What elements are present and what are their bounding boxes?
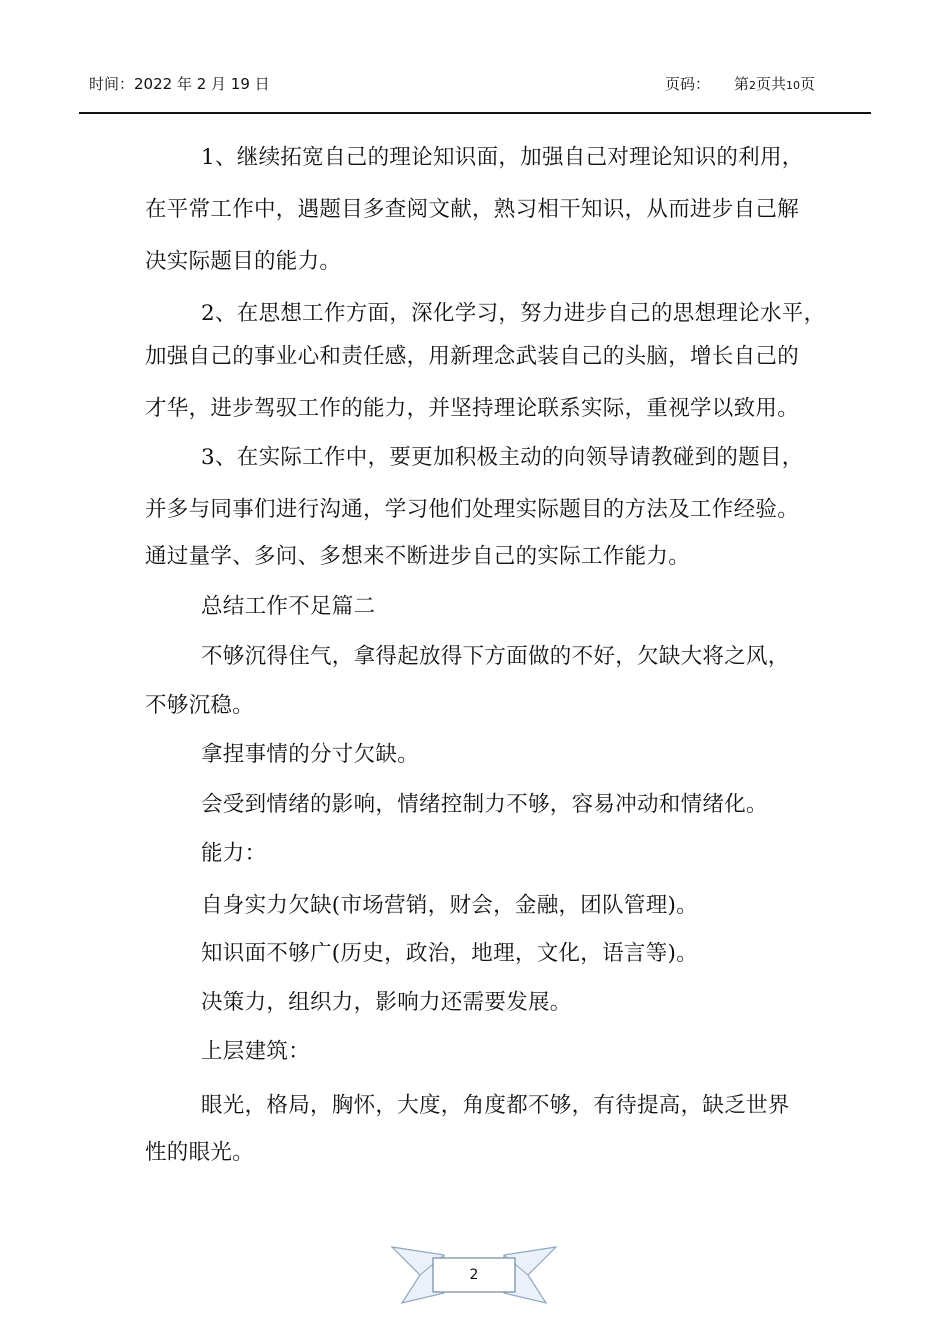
- body-line-16: 自身实力欠缺(市场营销，财会，金融，团队管理)。: [201, 893, 698, 918]
- body-line-3: 决实际题目的能力。: [145, 249, 342, 274]
- body-line-2: 在平常工作中，遇题目多查阅文献，熟习相干知识，从而进步自己解: [145, 197, 800, 222]
- header-page-prefix: 第: [734, 75, 750, 93]
- body-line-7: 3、在实际工作中，要更加积极主动的向领导请教碰到的题目，: [201, 445, 804, 470]
- body-line-14: 会受到情绪的影响，情绪控制力不够，容易冲动和情绪化。: [201, 792, 768, 817]
- body-line-21: 性的眼光。: [145, 1140, 255, 1165]
- header-divider: [79, 112, 871, 114]
- header-page-label: 页码：: [665, 75, 711, 93]
- section-heading: 总结工作不足篇二: [201, 594, 376, 619]
- body-line-20: 眼光，格局，胸怀，大度，角度都不够，有待提高，缺乏世界: [201, 1093, 790, 1118]
- body-line-9: 通过量学、多问、多想来不断进步自己的实际工作能力。: [145, 544, 691, 569]
- body-line-18: 决策力，组织力，影响力还需要发展。: [201, 990, 572, 1015]
- body-line-6: 才华，进步驾驭工作的能力，并坚持理论联系实际，重视学以致用。: [145, 396, 800, 421]
- body-line-19: 上层建筑：: [201, 1039, 311, 1064]
- body-line-8: 并多与同事们进行沟通，学习他们处理实际题目的方法及工作经验。: [145, 497, 800, 522]
- header-date: 时间：2022 年 2 月 19 日: [89, 75, 270, 93]
- body-line-17: 知识面不够广(历史，政治，地理，文化，语言等)。: [201, 941, 698, 966]
- footer-page-number: 2: [469, 1267, 479, 1283]
- header-page-current: 2: [749, 79, 757, 92]
- body-line-1: 1、继续拓宽自己的理论知识面，加强自己对理论知识的利用，: [201, 145, 804, 170]
- header-page-total: 10: [786, 79, 801, 92]
- body-line-15: 能力：: [201, 841, 267, 866]
- body-line-12: 不够沉稳。: [145, 693, 255, 718]
- body-line-4: 2、在思想工作方面，深化学习，努力进步自己的思想理论水平，: [201, 301, 826, 326]
- body-line-11: 不够沉得住气，拿得起放得下方面做的不好，欠缺大将之风，: [201, 644, 790, 669]
- body-line-5: 加强自己的事业心和责任感，用新理念武装自己的头脑，增长自己的: [145, 344, 800, 369]
- header-page-suffix: 页: [800, 75, 816, 93]
- header-page-info: [665, 74, 815, 96]
- header-page-middle: 页共: [756, 75, 787, 93]
- body-line-13: 拿捏事情的分寸欠缺。: [201, 742, 420, 767]
